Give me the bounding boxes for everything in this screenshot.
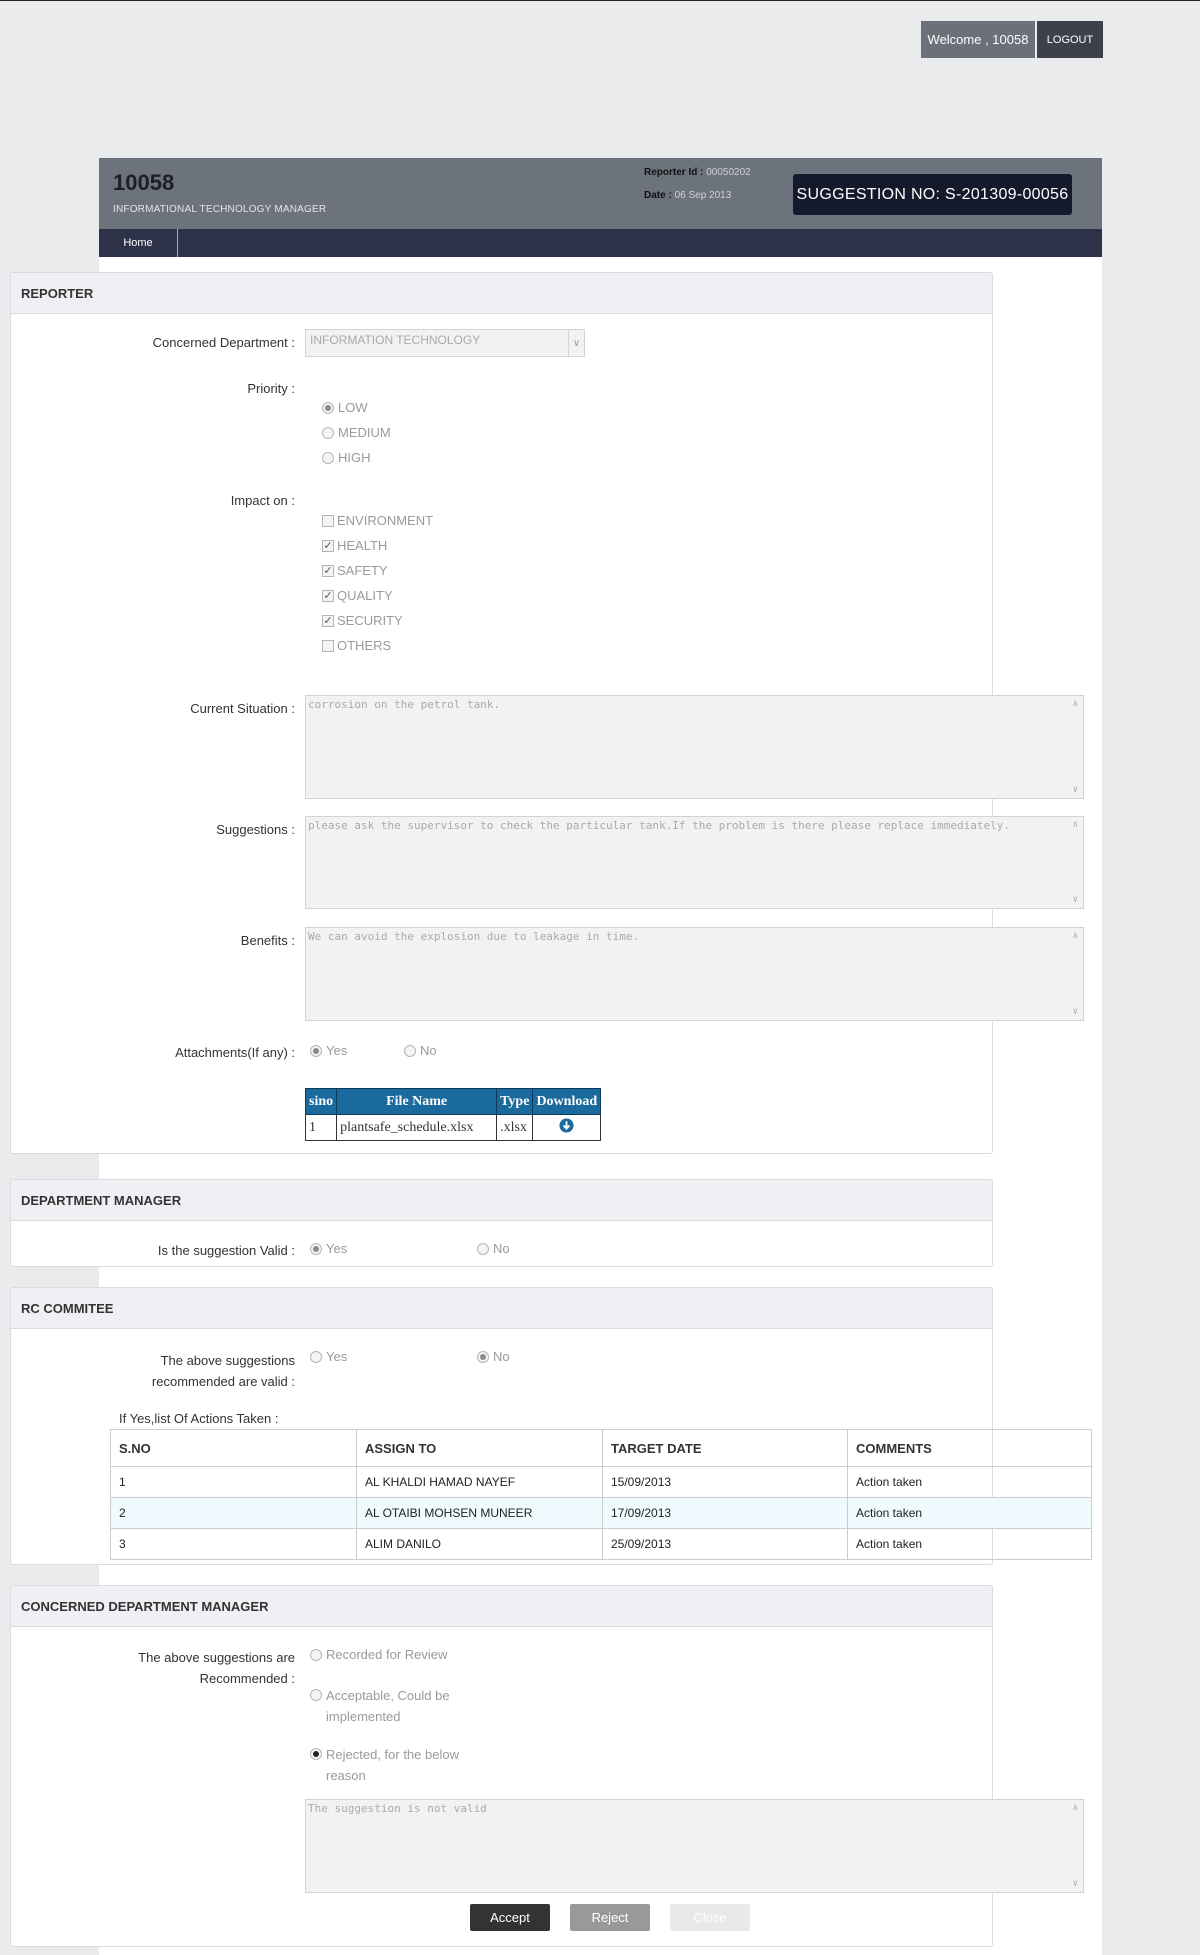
radio-icon — [322, 452, 334, 464]
attachments-yes-radio[interactable] — [310, 1043, 347, 1058]
col-download: Download — [533, 1089, 601, 1115]
col-comments: COMMENTS — [848, 1430, 1092, 1467]
cell-file-name: plantsafe_schedule.xlsx — [337, 1115, 497, 1141]
rc-title: RC COMMITEE — [11, 1288, 992, 1329]
impact-environment-checkbox[interactable] — [322, 513, 433, 528]
cell-target-date: 17/09/2013 — [603, 1498, 848, 1529]
checkbox-icon — [322, 515, 334, 527]
rec-acceptable-label — [326, 1685, 450, 1727]
check-icon: ✓ — [323, 539, 333, 552]
rec-review-label: Recorded for Review — [326, 1647, 448, 1662]
attachments-label: Attachments(If any) : — [175, 1045, 295, 1060]
radio-icon — [477, 1243, 489, 1255]
attachments-no-label: No — [420, 1043, 437, 1058]
check-icon: ✓ — [323, 589, 333, 602]
checkbox-icon — [322, 640, 334, 652]
col-sno: S.NO — [111, 1430, 357, 1467]
rec-acceptable-radio[interactable] — [310, 1685, 450, 1727]
actions-header-row — [111, 1430, 1092, 1467]
radio-icon — [404, 1045, 416, 1057]
date-label: Date : — [644, 190, 672, 201]
reporter-title: REPORTER — [11, 273, 992, 314]
table-row[interactable] — [111, 1529, 1092, 1560]
impact-safety-checkbox[interactable] — [322, 563, 388, 578]
situation-text: corrosion on the petrol tank. — [308, 698, 501, 711]
impact-health-label: HEALTH — [337, 538, 388, 553]
benefits-text: We can avoid the explosion due to leakage in time. — [308, 930, 640, 943]
check-icon: ✓ — [323, 564, 333, 577]
scroll-down-icon[interactable]: ∨ — [1072, 785, 1078, 795]
valid-yes-label: Yes — [326, 1241, 348, 1256]
impact-quality-checkbox[interactable] — [322, 588, 393, 603]
priority-high-radio[interactable] — [322, 450, 371, 465]
suggestion-number: SUGGESTION NO: S-201309-00056 — [793, 174, 1072, 215]
date-value: 06 Sep 2013 — [674, 190, 732, 201]
report-date — [644, 190, 731, 201]
rec-rejected-radio[interactable] — [310, 1744, 459, 1786]
scroll-up-icon[interactable]: ∧ — [1072, 931, 1078, 941]
scroll-down-icon[interactable]: ∨ — [1072, 1007, 1078, 1017]
valid-no-label: No — [493, 1241, 510, 1256]
scroll-down-icon[interactable]: ∨ — [1072, 1879, 1078, 1889]
cell-target-date: 25/09/2013 — [603, 1529, 848, 1560]
reporter-id — [644, 167, 751, 178]
benefits-textarea[interactable] — [305, 927, 1084, 1021]
rc-valid-label — [110, 1350, 295, 1392]
priority-medium-radio[interactable] — [322, 425, 391, 440]
nav-bar — [99, 229, 1102, 257]
close-button[interactable]: Close — [670, 1904, 750, 1931]
cell-sino: 1 — [306, 1115, 337, 1141]
cdm-title: CONCERNED DEPARTMENT MANAGER — [11, 1586, 992, 1627]
impact-security-checkbox[interactable] — [322, 613, 403, 628]
cdm-rec-label-line2: Recommended : — [199, 1671, 295, 1686]
cdm-rec-label-line1: The above suggestions are — [138, 1650, 295, 1665]
dept-label: Concerned Department : — [152, 335, 295, 350]
radio-icon — [310, 1243, 322, 1255]
welcome-text: Welcome , 10058 — [921, 21, 1035, 58]
cell-type: .xlsx — [497, 1115, 533, 1141]
situation-textarea[interactable] — [305, 695, 1084, 799]
impact-safety-label: SAFETY — [337, 563, 388, 578]
radio-icon — [310, 1649, 322, 1661]
check-icon: ✓ — [323, 614, 333, 627]
attachments-table — [305, 1088, 601, 1141]
priority-high-label: HIGH — [338, 450, 371, 465]
rec-acceptable-line1: Acceptable, Could be — [326, 1688, 450, 1703]
cell-download — [533, 1115, 601, 1141]
radio-icon — [310, 1748, 322, 1760]
cell-target-date: 15/09/2013 — [603, 1467, 848, 1498]
rec-rejected-line1: Rejected, for the below — [326, 1747, 459, 1762]
benefits-label: Benefits : — [240, 933, 295, 948]
rc-valid-label-line1: The above suggestions — [160, 1353, 295, 1368]
radio-icon — [310, 1045, 322, 1057]
col-sino: sino — [306, 1089, 337, 1115]
col-target-date: TARGET DATE — [603, 1430, 848, 1467]
dept-select-value: INFORMATION TECHNOLOGY — [310, 333, 481, 347]
radio-icon — [322, 427, 334, 439]
reporter-id-value: 00050202 — [706, 167, 751, 178]
scroll-down-icon[interactable]: ∨ — [1072, 895, 1078, 905]
suggestions-label: Suggestions : — [216, 822, 295, 837]
user-role: INFORMATIONAL TECHNOLOGY MANAGER — [113, 204, 327, 215]
rc-no-label: No — [493, 1349, 510, 1364]
situation-label: Current Situation : — [190, 701, 295, 716]
priority-label: Priority : — [247, 381, 295, 396]
suggestions-text: please ask the supervisor to check the particular tank.If the problem is there please replace immediately. — [308, 819, 1010, 832]
impact-environment-label: ENVIRONMENT — [337, 513, 434, 528]
dept-manager-title: DEPARTMENT MANAGER — [11, 1180, 992, 1221]
radio-icon — [310, 1351, 322, 1363]
user-id: 10058 — [113, 170, 175, 195]
cell-comments: Action taken — [848, 1467, 1092, 1498]
actions-table — [110, 1429, 1092, 1560]
accept-button[interactable]: Accept — [470, 1904, 550, 1931]
cell-sno: 2 — [111, 1498, 357, 1529]
priority-low-radio[interactable] — [322, 400, 368, 415]
impact-security-label: SECURITY — [337, 613, 403, 628]
valid-no-radio[interactable] — [477, 1241, 510, 1256]
actions-label: If Yes,list Of Actions Taken : — [119, 1411, 279, 1426]
priority-medium-label: MEDIUM — [338, 425, 391, 440]
rc-yes-label: Yes — [326, 1349, 348, 1364]
attachments-header-row — [306, 1089, 601, 1115]
impact-health-checkbox[interactable] — [322, 538, 387, 553]
cell-assign-to: AL OTAIBI MOHSEN MUNEER — [357, 1498, 603, 1529]
suggestions-textarea[interactable] — [305, 816, 1084, 909]
priority-low-label: LOW — [338, 400, 368, 415]
user-bar — [921, 21, 1103, 58]
reject-button[interactable]: Reject — [570, 1904, 650, 1931]
dept-select[interactable] — [305, 329, 585, 357]
attachments-no-radio[interactable] — [404, 1043, 437, 1058]
page-header — [99, 158, 1102, 229]
rc-yes-radio[interactable] — [310, 1349, 347, 1364]
table-row[interactable] — [111, 1498, 1092, 1529]
col-assign-to: ASSIGN TO — [357, 1430, 603, 1467]
download-icon[interactable] — [559, 1118, 574, 1133]
rec-rejected-line2: reason — [326, 1768, 366, 1783]
cell-sno: 3 — [111, 1529, 357, 1560]
cell-comments: Action taken — [848, 1498, 1092, 1529]
cell-sno: 1 — [111, 1467, 357, 1498]
radio-icon — [477, 1351, 489, 1363]
valid-yes-radio[interactable] — [310, 1241, 347, 1256]
radio-icon — [310, 1689, 322, 1701]
cell-assign-to: ALIM DANILO — [357, 1529, 603, 1560]
scroll-up-icon[interactable]: ∧ — [1072, 699, 1078, 709]
rec-review-radio[interactable] — [310, 1647, 447, 1662]
impact-quality-label: QUALITY — [337, 588, 393, 603]
scroll-up-icon[interactable]: ∧ — [1072, 1803, 1078, 1813]
valid-label: Is the suggestion Valid : — [157, 1243, 295, 1258]
nav-home[interactable]: Home — [99, 229, 178, 257]
attachments-yes-label: Yes — [326, 1043, 348, 1058]
rc-valid-label-line2: recommended are valid : — [151, 1374, 295, 1389]
cell-assign-to: AL KHALDI HAMAD NAYEF — [357, 1467, 603, 1498]
table-row[interactable] — [111, 1467, 1092, 1498]
cell-comments: Action taken — [848, 1529, 1092, 1560]
scroll-up-icon[interactable]: ∧ — [1072, 820, 1078, 830]
chevron-down-icon: ∨ — [568, 330, 584, 356]
col-file-name: File Name — [337, 1089, 497, 1115]
rc-no-radio[interactable] — [477, 1349, 510, 1364]
impact-others-label: OTHERS — [337, 638, 392, 653]
logout-button[interactable]: LOGOUT — [1037, 21, 1103, 58]
cdm-rec-label — [110, 1647, 295, 1689]
table-row — [306, 1115, 601, 1141]
impact-others-checkbox[interactable] — [322, 638, 391, 653]
impact-label: Impact on : — [230, 493, 295, 508]
reason-text: The suggestion is not valid — [308, 1802, 487, 1815]
rec-acceptable-line2: implemented — [326, 1709, 401, 1724]
rec-rejected-label — [326, 1744, 459, 1786]
reporter-id-label: Reporter Id : — [644, 167, 704, 178]
reason-textarea[interactable] — [305, 1799, 1084, 1893]
radio-icon — [322, 402, 334, 414]
col-type: Type — [497, 1089, 533, 1115]
